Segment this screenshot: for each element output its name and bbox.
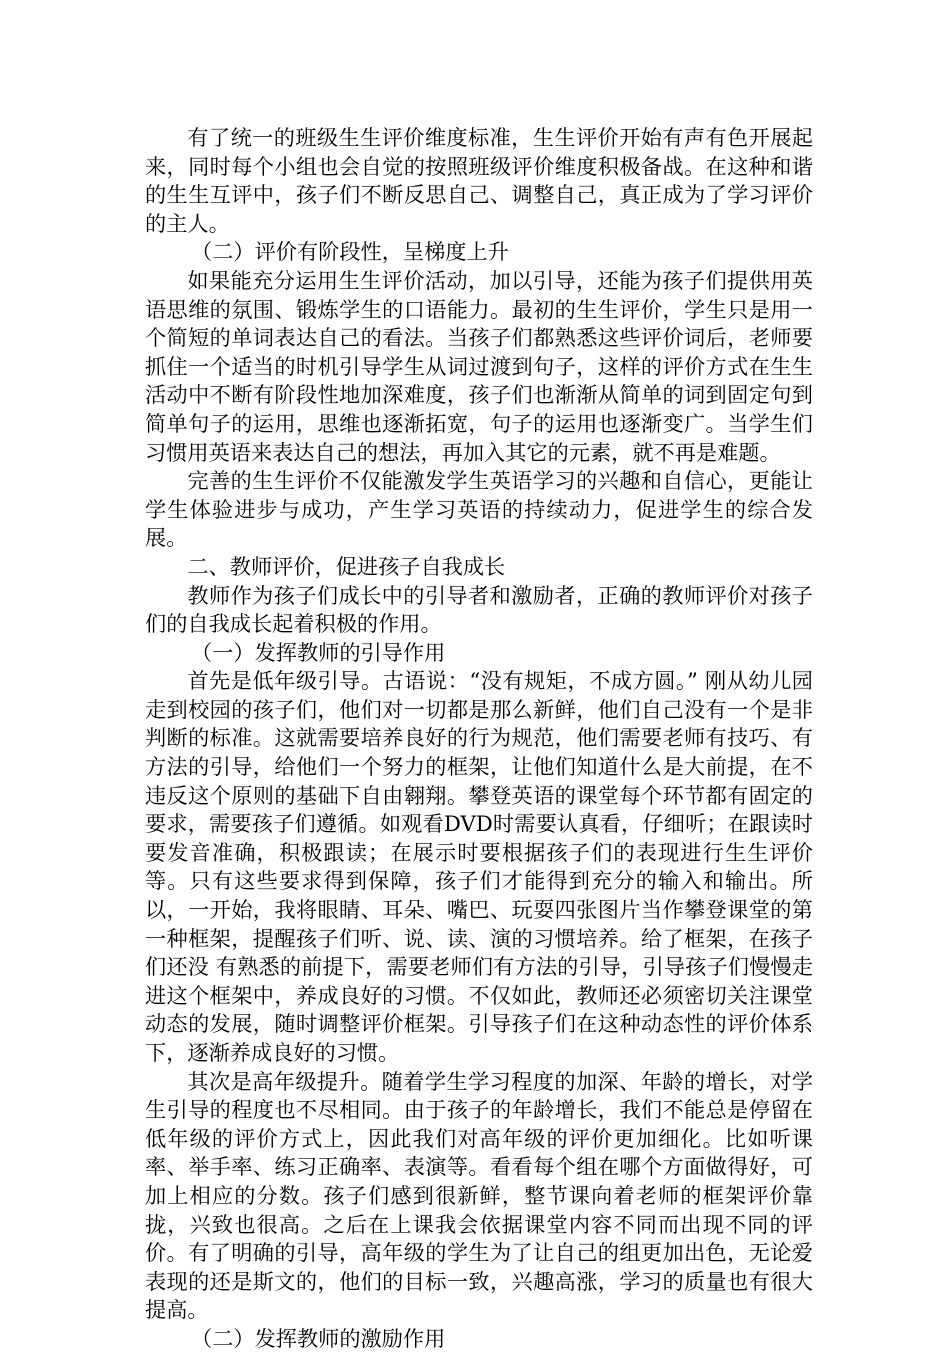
paragraph-evaluation-benefits: 完善的生生评价不仅能激发学生英语学习的兴趣和自信心，更能让学生体验进步与成功，产生学习英语的持续动力，促进学生的综合发展。	[145, 468, 813, 551]
paragraph-staged-evaluation: 如果能充分运用生生评价活动，加以引导，还能为孩子们提供用英语思维的氛围、锻炼学生的口语能力。最初的生生评价，学生只是用一个简短的单词表达自己的看法。当孩子们都熟悉这些评价词后，老师要抓住一个适当的时机引导学生从词过渡到句子，这样的评价方式在生生活动中不断有阶段性地加深难度，孩子们也渐渐从简单的词到固定句到简单句子的运用，思维也逐渐拓宽，句子的运用也逐渐变广。当学生们习惯用英语来表达自己的想法，再加入其它的元素，就不再是难题。	[145, 267, 813, 465]
section-heading-teacher-evaluation: 二、教师评价，促进孩子自我成长	[187, 553, 506, 579]
paragraph-lower-grade-guidance: 首先是低年级引导。古语说：“没有规矩，不成方圆。” 刚从幼儿园走到校园的孩子们，他们对一切都是那么新鲜，他们自己没有一个是非判断的标准。这就需要培养良好的行为规范，他们需要老师有技巧、有方法的引导，给他们一个努力的框架，让他们知道什么是大前提，在不违反这个原则的基础下自由翱翔。攀登英语的课堂每个环节都有固定的要求，需要孩子们遵循。如观看DVD时需要认真看，仔细听；在跟读时要发音准确，积极跟读；在展示时要根据孩子们的表现进行生生评价等。只有这些要求得到保障，孩子们才能得到充分的输入和输出。所以，一开始，我将眼睛、耳朵、嘴巴、玩耍四张图片当作攀登课堂的第一种框架，提醒孩子们听、说、读、演的习惯培养。给了框架，在孩子们还没 有熟悉的前提下，需要老师们有方法的引导，引导孩子们慢慢走进这个框架中，养成良好的习惯。不仅如此，教师还必须密切关注课堂动态的发展，随时调整评价框架。引导孩子们在这种动态性的评价体系下，逐渐养成良好的习惯。	[145, 668, 813, 1065]
document-page	[145, 124, 813, 1354]
paragraph-teacher-role: 教师作为孩子们成长中的引导者和激励者，正确的教师评价对孩子们的自我成长起着积极的作用。	[145, 582, 813, 637]
paragraph-upper-grade-improvement: 其次是高年级提升。随着学生学习程度的加深、年龄的增长，对学生引导的程度也不尽相同。由于孩子的年龄增长，我们不能总是停留在低年级的评价方式上，因此我们对高年级的评价更加细化。比如听课率、举手率、练习正确率、表演等。看看每个组在哪个方面做得好，可加上相应的分数。孩子们感到很新鲜，整节课向着老师的框架评价靠拢，兴致也很高。之后在上课我会依据课堂内容不同而出现不同的评价。有了明确的引导，高年级的学生为了让自己的组更加出色，无论爱表现的还是斯文的，他们的目标一致，兴趣高涨，学习的质量也有很大提高。	[145, 1068, 813, 1323]
subheading-guiding-role: （一）发挥教师的引导作用	[191, 639, 446, 665]
subheading-staged-evaluation: （二）评价有阶段性，呈梯度上升	[191, 239, 509, 265]
paragraph-student-evaluation-standard: 有了统一的班级生生评价维度标准，生生评价开始有声有色开展起来，同时每个小组也会自觉的按照班级评价维度积极备战。在这种和谐的生生互评中，孩子们不断反思自己、调整自己，真正成为了学习评价的主人。	[145, 125, 813, 236]
subheading-motivating-role: （二）发挥教师的激励作用	[191, 1325, 446, 1351]
